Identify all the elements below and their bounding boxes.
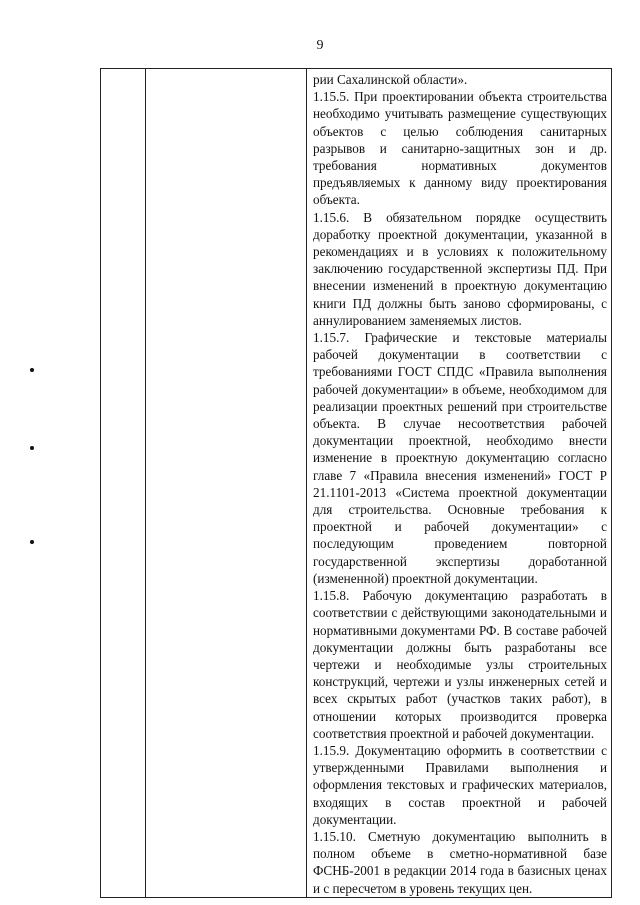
paragraph: 1.15.5. При проектировании объекта строительства необходимо учитывать размещение существующих объектов с целью соблюдения санитарных разрывов и санитарно-защитных зон и др. требования нормативных документов предъявляемых к данному виду проектирования объекта. bbox=[313, 89, 607, 208]
page-number: 9 bbox=[316, 38, 324, 53]
table-cell-content bbox=[307, 69, 612, 898]
paragraph: 1.15.7. Графические и текстовые материалы рабочей документации в соответствии с требованиями ГОСТ СПДС «Правила выполнения рабочей документации» в объеме, необходимом для реализации проектных решений при строительстве объекта. В случае несоответствия рабочей документации проектной, необходимо внести изменение в проектную документацию согласно главе 7 «Правила внесения изменений» ГОСТ Р 21.1101-2013 «Система проектной документации для строительства. Основные требования к проектной и рабочей документации» с последующим проведением повторной государственной экспертизы доработанной (измененной) проектной документации. bbox=[313, 330, 607, 586]
paragraph: 1.15.6. В обязательном порядке осуществить доработку проектной документации, указанной в рекомендациях и в условиях к положительному заключению государственной экспертизы ПД. При внесении изменений в проектную документацию книги ПД должны быть заново сформированы, с аннулированием заменяемых листов. bbox=[313, 209, 607, 328]
table-cell-label bbox=[146, 69, 307, 898]
paragraph: 1.15.8. Рабочую документацию разработать в соответствии с действующими законодательными и нормативными документами РФ. В составе рабочей документации должны быть разработаны все чертежи и необходимые узлы строительных конструкций, чертежи и узлы инженерных сетей и всех скрытых работ (участков таких работ), в отношении которых производится проверка соответствия проектной и рабочей документации. bbox=[313, 588, 607, 741]
margin-dot bbox=[30, 540, 34, 544]
table-row bbox=[101, 69, 612, 898]
requirements-text bbox=[313, 71, 607, 897]
paragraph: 1.15.9. Документацию оформить в соответствии с утвержденными Правилами выполнения и оформления текстовых и графических материалов, входящих в состав проектной и рабочей документации. bbox=[313, 742, 607, 827]
margin-dot bbox=[30, 368, 34, 372]
paragraph: 1.15.10. Сметную документацию выполнить в полном объеме в сметно-нормативной базе ФСНБ-2001 в редакции 2014 года в базисных ценах и с пересчетом в уровень текущих цен. bbox=[313, 828, 607, 896]
paragraph: рии Сахалинской области». bbox=[313, 72, 468, 87]
margin-dot bbox=[30, 446, 34, 450]
table-cell-number bbox=[101, 69, 146, 898]
document-table bbox=[100, 68, 612, 898]
